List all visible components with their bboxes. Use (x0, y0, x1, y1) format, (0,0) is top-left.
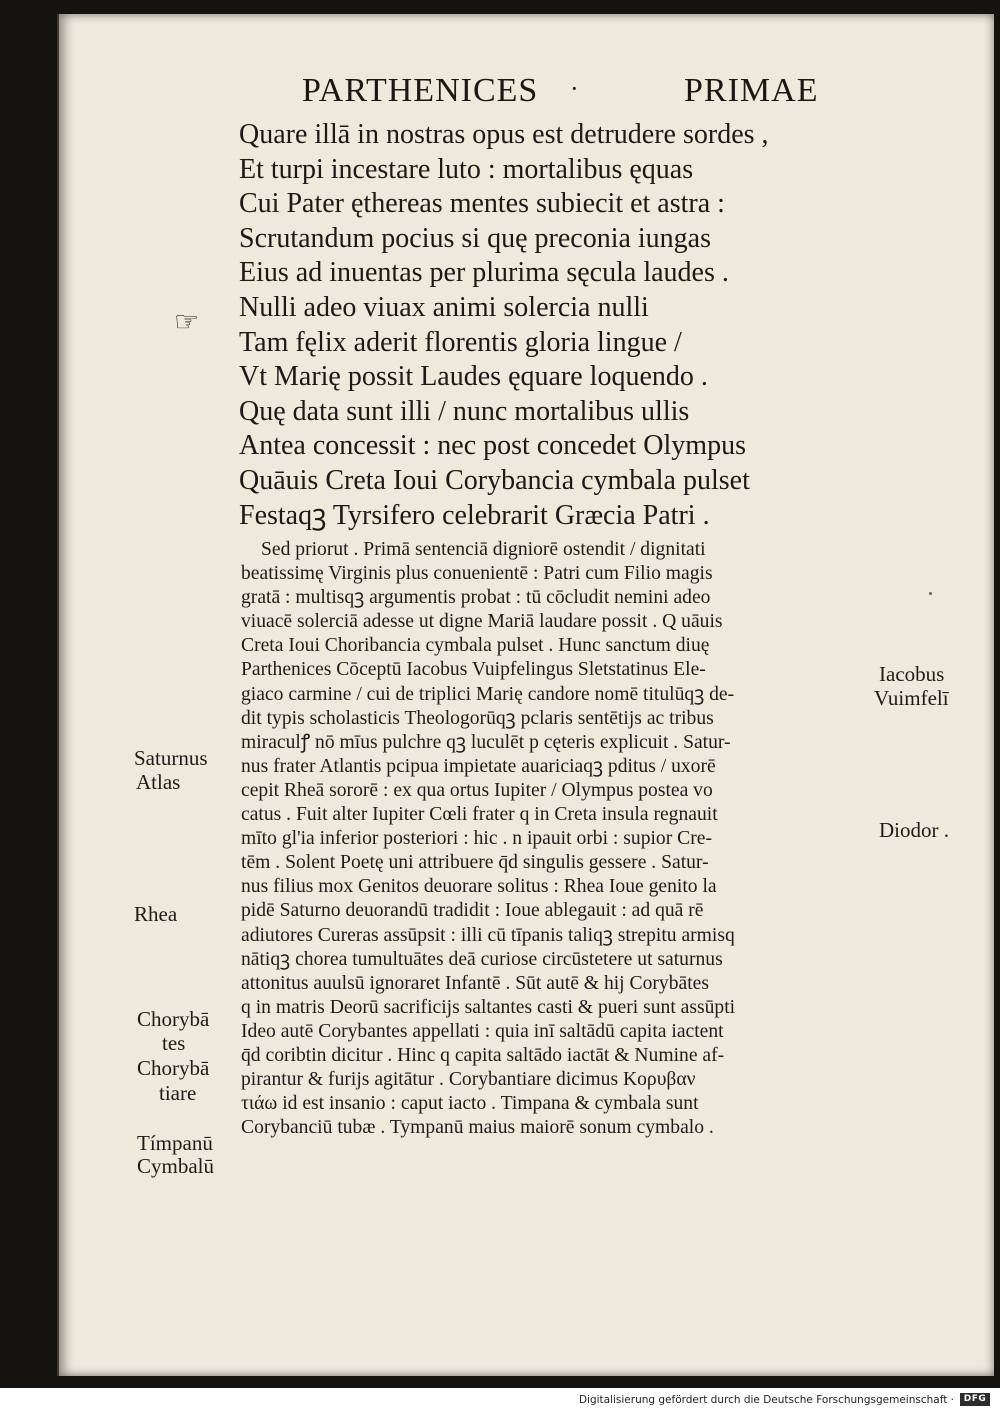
paper-speck (929, 592, 932, 595)
header-mark: · (570, 74, 580, 103)
verse-line: Et turpi incestare luto : mortalibus ęquas (239, 153, 694, 185)
commentary-line: dit typis scholasticis Theologorūqꝫ pclaris sentētijs ac tribus (241, 707, 714, 729)
commentary-line: mīto gl'ia inferior posteriori : hic . n ipauit orbi : supior Cre- (241, 828, 712, 850)
verse-line: Antea concessit : nec post concedet Olympus (239, 430, 746, 462)
commentary-line: Sed priorut . Primā sentenciā digniorē ostendit / dignitati (261, 539, 706, 560)
commentary-line: τιάω id est insanio : caput iacto . Timpana & cymbala sunt (241, 1093, 699, 1115)
verse-block (239, 118, 859, 533)
margin-note-timpanum: Tímpanū (137, 1131, 213, 1155)
commentary-line: q in matris Deorū sacrificijs saltantes casti & pueri sunt assūpti (241, 996, 736, 1018)
margin-note-cymbalum: Cymbalū (137, 1154, 214, 1178)
header-right: PRIMAE (684, 72, 819, 109)
commentary-block (241, 538, 866, 1140)
verse-line: Eius ad inuentas per plurima sęcula laudes . (239, 257, 729, 289)
commentary-line: tēm . Solent Poetę uni attribuere q̄d singulis gessere . Satur- (241, 852, 709, 874)
commentary-line: cepit Rheā sororē : ex qua ortus Iupiter / Olympus postea vo (241, 779, 713, 801)
commentary-line: Ideo autē Corybantes appellati : quia inī saltādū capita iactent (241, 1020, 724, 1042)
margin-note-saturnus: Saturnus (134, 746, 208, 770)
margin-note-chorybantiare-2: tiare (159, 1081, 197, 1105)
margin-note-chorybantiare-1: Chorybā (137, 1056, 210, 1080)
margin-note-atlas: Atlas (136, 770, 181, 794)
header-left: PARTHENICES (302, 72, 539, 109)
running-header (59, 72, 994, 118)
commentary-line: catus . Fuit alter Iupiter Cœli frater q in Creta insula regnauit (241, 804, 718, 826)
verse-line: Scrutandum pocius si quę preconia iungas (239, 222, 712, 254)
commentary-line: Parthenices Cōceptū Iacobus Vuipfelingus Sletstatinus Ele- (241, 659, 706, 681)
commentary-line: Corybanciū tubæ . Tympanū maius maiorē sonum cymbalo . (241, 1117, 714, 1139)
margin-note-rhea: Rhea (134, 902, 178, 926)
commentary-line: adiutores Cureras assūpsit : illi cū tīpanis taliqꝫ strepitu armisq (241, 924, 735, 946)
commentary-line: gratā : multisqꝫ argumentis probat : tū cōcludit nemini adeo (241, 587, 711, 609)
verse-line: Quare illā in nostras opus est detrudere sordes , (239, 119, 769, 150)
commentary-line: viuacē solerciā adesse ut digne Mariā laudare possit . Q uāuis (241, 611, 723, 633)
manicule-pointer-icon: ☞ (174, 305, 200, 338)
commentary-line: pidē Saturno deuorandū tradidit : Ioue ablegauit : ad quā rē (241, 900, 704, 922)
commentary-line: attonitus auulsū ignoraret Infantē . Sūt autē & hij Corybātes (241, 972, 709, 994)
verse-line: Vt Marię possit Laudes ęquare loquendo . (239, 361, 708, 393)
verse-line: Tam fęlix aderit florentis gloria lingue / (239, 326, 682, 358)
funding-credit: Digitalisierung gefördert durch die Deutsche Forschungsgemeinschaft · (578, 1394, 954, 1406)
margin-note-chorybantes-1: Chorybā (137, 1007, 210, 1031)
commentary-line: miraculꝭ nō mīus pulchre qꝫ luculēt p cęteris explicuit . Satur- (241, 731, 731, 753)
commentary-line: pirantur & furijs agitātur . Corybantiare dicimus Κορυβαν (241, 1069, 696, 1091)
commentary-line: nus frater Atlantis pcipua impietate auariciaqꝫ pditus / uxorē (241, 755, 716, 777)
footer-bar (0, 1388, 1000, 1412)
verse-line: Quę data sunt illi / nunc mortalibus ullis (239, 395, 690, 427)
verse-line: Nulli adeo viuax animi solercia nulli (239, 291, 649, 323)
verse-line: Festaqꝫ Tyrsifero celebrarit Græcia Patri . (239, 499, 710, 531)
commentary-line: Creta Ioui Choribancia cymbala pulset . Hunc sanctum diuę (241, 635, 710, 657)
margin-note-chorybantes-2: tes (162, 1031, 186, 1055)
verse-line: Quāuis Creta Ioui Corybancia cymbala pulset (239, 464, 750, 496)
commentary-line: nātiqꝫ chorea tumultuātes deā curiose circūstetere ut saturnus (241, 948, 723, 970)
margin-note-vuimfeli: Vuimfelī (874, 686, 949, 710)
margin-note-diodor: Diodor . (879, 818, 949, 842)
margin-note-iacobus: Iacobus (879, 662, 945, 686)
commentary-line: beatissimę Virginis plus conuenientē : Patri cum Filio magis (241, 563, 713, 585)
commentary-line: nus filius mox Genitos deuorare solitus : Rhea Ioue genito la (241, 876, 717, 898)
commentary-line: giaco carmine / cui de triplici Marię candore nomē titulūqꝫ de- (241, 683, 735, 705)
book-page (57, 14, 994, 1376)
verse-line: Cui Pater ęthereas mentes subiecit et astra : (239, 188, 725, 220)
page-content (59, 14, 994, 1376)
commentary-line: q̄d coribtin dicitur . Hinc q capita saltādo iactāt & Numine af- (241, 1044, 725, 1066)
dfg-logo: DFG (960, 1393, 990, 1406)
